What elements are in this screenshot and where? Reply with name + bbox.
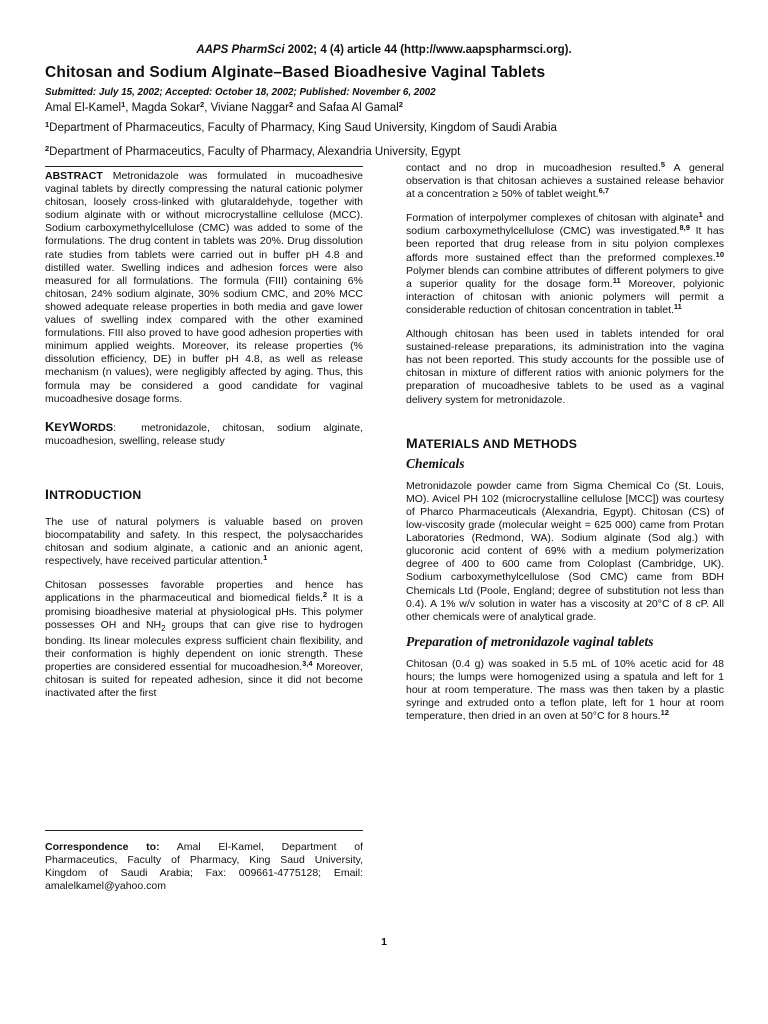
keywords-label-part: ORDS	[81, 421, 114, 434]
citation-ref: 3,4	[302, 659, 313, 668]
left-column	[45, 166, 363, 711]
correspondence-text: Amal El-Kamel, Department of Pharmaceutics, Faculty of Pharmacy, King Saud University, Kingdom of Saudi Arabia; Fax: 009661-4775128; Email: amalelkamel@yahoo.com	[45, 841, 363, 893]
right-paragraph-3: Although chitosan has been used in tablets intended for oral sustained-release preparations, its administration into the vagina has not been reported. This study accounts for the possible use of chitosan in mixture of different ratios with anionic polymers for the preparation of mucoadhesive tablets to be used as a vaginal delivery system for metronidazole.	[406, 328, 724, 406]
paragraph-text: Polymer blends can combine attributes of different polymers to give a superior quality for the dosage form.	[406, 264, 724, 290]
affiliation-2	[45, 146, 735, 158]
citation-ref: 11	[612, 275, 621, 285]
journal-name: AAPS PharmSci	[196, 44, 285, 56]
author-name: Magda Sokar	[131, 102, 201, 114]
keywords-text: metronidazole, chitosan, sodium alginate, mucoadhesion, swelling, release study	[45, 421, 363, 447]
heading-rest: ATERIALS AND	[417, 436, 514, 451]
affiliation-number: 2	[45, 144, 50, 153]
author-name: Amal El-Kamel	[45, 102, 122, 114]
abstract	[45, 170, 363, 406]
citation-ref: 8,9	[679, 223, 690, 233]
introduction-heading	[45, 485, 363, 502]
abstract-text: Metronidazole was formulated in mucoadhesive vaginal tablets by directly compressing the natural cationic polymer chitosan, loosely cross-linked with glutaraldehyde, together with sodium alginate with or without microcrystalline cellulose (MCC). Sodium carboxymethylcellulose (CMC) was added to some of the formulations. The drug content in tablets was 20%. Drug dissolution rate studies from tablets were carried out in buffer pH 4.8 and distilled water. Swelling indices and adhesion forces were also measured for all formulations. The formula (FIII) containing 6% chitosan, 24% sodium alginate, 30% sodium CMC, and 20% MCC showed adequate release properties in both media and gave lower values of swelling index compared with the other examined formulations. FIII also proved to have good adhesion properties with minimum applied weights. Moreover, its release properties (% dissolution efficiency, DE) in buffer pH 4.8, as well as release mechanism (n values), were negligibly affected by aging. Thus, this formula may be considered a good candidate for vaginal mucoadhesive dosage forms.	[45, 170, 363, 405]
submission-dates: Submitted: July 15, 2002; Accepted: October 18, 2002; Published: November 6, 2002	[45, 87, 436, 98]
right-paragraph-2	[406, 212, 724, 317]
affiliation-1	[45, 122, 735, 134]
citation-ref: 1	[698, 210, 703, 220]
keywords-label-initial: W	[69, 418, 82, 434]
correspondence	[45, 841, 363, 893]
citation-ref: 6,7	[598, 186, 609, 196]
heading-rest: NTRODUCTION	[49, 487, 142, 502]
heading-initial: M	[406, 434, 418, 451]
paragraph-text: A general observation is that chitosan achieves a sustained release behavior at a concentration ≥ 50% of tablet weight.	[406, 162, 724, 201]
author-affiliation-mark: 2	[200, 100, 205, 109]
affiliation-number: 1	[45, 120, 50, 129]
paragraph-text: Formation of interpolymer complexes of chitosan with alginate	[406, 212, 699, 225]
journal-issue: 2002; 4 (4) article 44 (http://www.aapspharmsci.org).	[284, 44, 572, 56]
author-name: Safaa Al Gamal	[318, 102, 399, 114]
correspondence-rule	[45, 830, 363, 831]
citation-ref: 10	[715, 249, 724, 259]
citation-ref: 12	[660, 708, 669, 718]
journal-citation	[0, 44, 768, 56]
preparation-heading: Preparation of metronidazole vaginal tablets	[406, 633, 654, 649]
paragraph-text: and sodium carboxymethylcellulose (CMC) was investigated.	[406, 212, 724, 238]
paper-title: Chitosan and Sodium Alginate–Based Bioadhesive Vaginal Tablets	[45, 64, 546, 81]
paragraph-text: It is a promising bioadhesive material at physiological pHs. This polymer possesses OH and NH	[45, 592, 363, 631]
page-number: 1	[381, 936, 387, 948]
paragraph-text: Chitosan possesses favorable properties and hence has applications in the pharmaceutical and biomedical fields.	[45, 579, 363, 605]
intro-paragraph-1	[45, 516, 363, 568]
author-affiliation-mark: 2	[398, 100, 403, 109]
paragraph-text: Moreover, polyionic interaction of chitosan with anionic polymers will permit a considerable reduction of chitosan concentration in tablet.	[406, 277, 724, 316]
affiliation-text: Department of Pharmaceutics, Faculty of Pharmacy, King Saud University, Kingdom of Saudi Arabia	[49, 122, 557, 134]
keywords-label-initial: K	[45, 418, 55, 434]
right-column	[406, 162, 724, 734]
affiliation-text: Department of Pharmaceutics, Faculty of Pharmacy, Alexandria University, Egypt	[49, 146, 461, 158]
chemicals-paragraph: Metronidazole powder came from Sigma Chemical Co (St. Louis, MO). Avicel PH 102 (microcrystalline cellulose [MCC]) was courtesy of Pharco Pharmaceuticals (Alexandria, Egypt). Chitosan (CS) of low-viscosity grade (molecular weight = 625 000) came from Protan Laboratories (Redmond, WA). Sodium alginate (Sod alg.) with glucoronic acid content of 69% with a medium polymerization degree of 400 to 600 came from Coloplast (Cambridge, UK). Sodium carboxymethylcellulose (Sod CMC) came from BDH Chemicals Ltd (Poole, England; degree of substitution not less than 0.4). A 1% w/v solution in water has a viscosity at 20°C of 8 cP. All other chemicals were of analytical grade.	[406, 479, 724, 623]
methods-heading	[406, 434, 724, 451]
citation-ref: 2	[322, 590, 328, 600]
paragraph-text: It has been reported that drug release from in situ polyion complexes affords more sustained effect than the preformed complexes.	[406, 225, 724, 264]
citation-ref: 5	[660, 160, 666, 169]
abstract-label: ABSTRACT	[45, 170, 103, 182]
right-paragraph-1	[406, 162, 724, 201]
intro-paragraph-2	[45, 579, 363, 700]
paragraph-text: Chitosan (0.4 g) was soaked in 5.5 mL of 10% acetic acid for 48 hours; the lumps were homogenized using a spatula and left for 1 hour at room temperature. The mass was then taken by a plastic syringe and extruded onto a teflon plate, left for 1 hour at room temperature, then dried in an oven at 50°C for 8 hours.	[406, 657, 724, 723]
author-affiliation-mark: 1	[121, 100, 126, 109]
heading-initial: I	[45, 485, 50, 502]
author-list: Amal El-Kamel$^1$, Magda Sokar$^2$, Viviane Naggar$^2$ and Safaa Al Gamal$^2$	[45, 100, 403, 114]
paragraph-text: contact and no drop in mucoadhesion resulted.	[406, 162, 661, 174]
paragraph-text: The use of natural polymers is valuable based on proven biocompatability and safety. In this respect, the polysaccharides chitosan and sodium alginate, a cationic and an anionic agent, respectively, have received particular attention.	[45, 515, 363, 568]
correspondence-label: Correspondence to:	[45, 841, 160, 853]
paragraph-text: groups that can give rise to hydrogen bonding. Its linear molecules express sufficient chain flexibility, and their conformation is highly dependent on ionic strength. These properties are considered essential for mucoadhesion.	[45, 618, 363, 673]
paragraph-text: Moreover, chitosan is suited for repeated adhesion, since it did not become inactivated after the first	[45, 661, 363, 700]
citation-ref: 1	[263, 553, 268, 563]
keywords-label-part: EY	[54, 421, 70, 434]
preparation-paragraph	[406, 658, 724, 723]
author-affiliation-mark: 2	[289, 100, 294, 109]
heading-initial: M	[513, 434, 526, 451]
chemicals-heading: Chemicals	[406, 455, 465, 471]
citation-ref: 11	[673, 301, 682, 311]
subscript: 2	[161, 623, 166, 633]
heading-rest: ETHODS	[525, 436, 578, 451]
keywords: KEYWORDS: metronidazole, chitosan, sodium alginate, mucoadhesion, swelling, release study	[45, 418, 363, 447]
author-name: Viviane Naggar	[210, 102, 290, 114]
keywords-label	[45, 418, 114, 434]
